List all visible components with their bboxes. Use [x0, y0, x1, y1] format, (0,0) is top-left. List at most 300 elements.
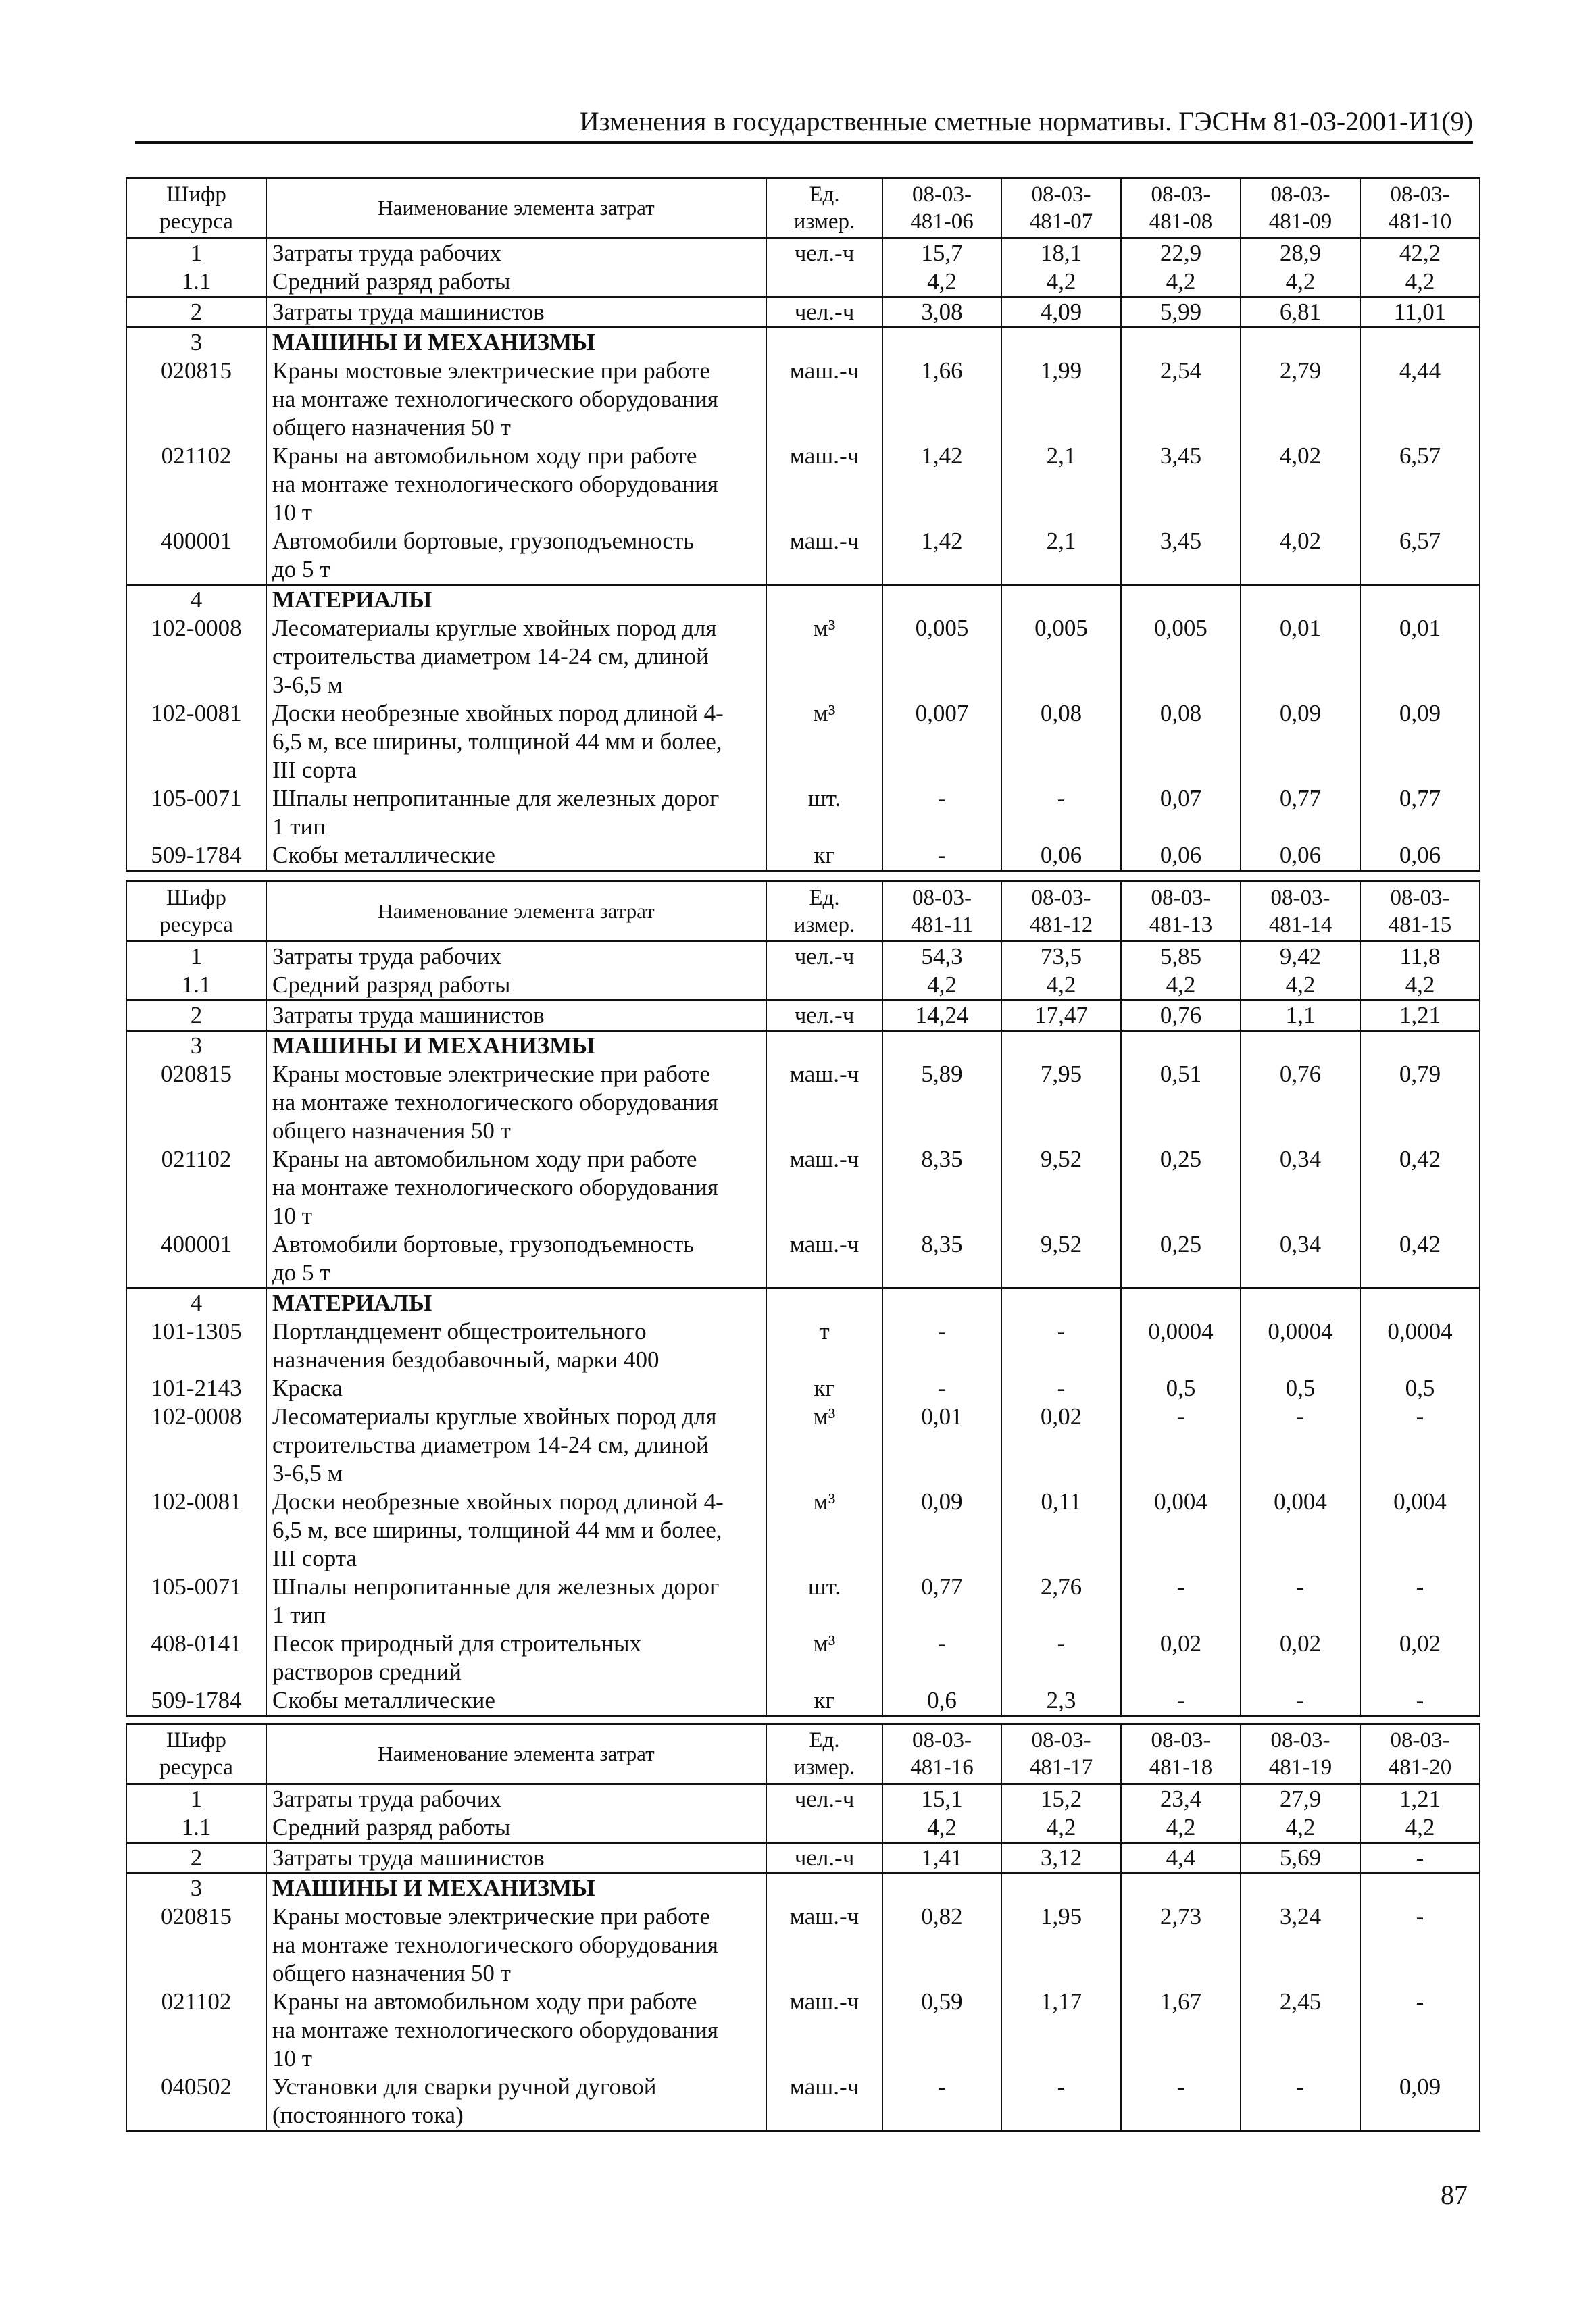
- header-norm-code-line: 08-03-: [1390, 182, 1450, 207]
- norm-value-cell: -: [1001, 2073, 1121, 2131]
- norm-value-cell: 0,02: [1241, 1630, 1360, 1686]
- norm-value-cell: -: [1241, 1686, 1360, 1716]
- table-row: [126, 442, 1480, 527]
- norm-value-cell: 0,25: [1121, 1145, 1241, 1230]
- resource-code-cell: [126, 942, 266, 972]
- resource-code-cell-line: 021102: [161, 1146, 232, 1172]
- cost-element-name-cell-line: Краны мостовые электрические при работе: [272, 1061, 710, 1087]
- cost-element-name-cell: [266, 841, 766, 871]
- unit-cell: м³: [766, 1630, 882, 1686]
- norm-value-cell: -: [882, 1317, 1001, 1374]
- cost-element-name-cell: [266, 942, 766, 972]
- header-norm-code-line: 08-03-: [1151, 1728, 1211, 1753]
- norm-value-cell: 0,06: [1001, 841, 1121, 871]
- norm-value-cell: -: [1360, 1686, 1480, 1716]
- header-norm-code: [882, 882, 1001, 942]
- unit-cell: маш.-ч: [766, 1060, 882, 1145]
- norm-value-cell: -: [1001, 1317, 1121, 1374]
- cost-element-name-cell: [266, 1288, 766, 1318]
- unit-cell: чел.-ч: [766, 1843, 882, 1873]
- cost-element-name-cell: [266, 328, 766, 357]
- cost-element-name-cell-line: Затраты труда машинистов: [272, 1002, 545, 1028]
- norm-value-cell: 4,2: [1121, 268, 1241, 297]
- resource-code-cell: [126, 1988, 266, 2073]
- resource-code-cell-line: 3: [190, 1875, 203, 1901]
- norm-value-cell: [1121, 1873, 1241, 1903]
- header-norm-code-line: 481-20: [1388, 1755, 1452, 1780]
- header-norm-code-line: 481-13: [1149, 913, 1213, 937]
- resource-code-cell-line: 040502: [161, 2073, 232, 2100]
- norm-value-cell: 1,17: [1001, 1988, 1121, 2073]
- header-norm-code-line: 481-11: [910, 913, 974, 937]
- cost-element-name-cell-line: Краны на автомобильном ходу при работе: [272, 1988, 697, 2015]
- header-resource-code: [126, 1724, 266, 1784]
- header-norm-code-line: 481-19: [1268, 1755, 1332, 1780]
- norm-value-cell: [1001, 1288, 1121, 1318]
- header-norm-code-line: 08-03-: [1270, 182, 1330, 207]
- resource-code-cell: [126, 442, 266, 527]
- header-resource-code-line: Шифр: [166, 1728, 226, 1753]
- resource-code-cell: [126, 971, 266, 1001]
- norm-value-cell: 0,004: [1241, 1488, 1360, 1573]
- table-row: [126, 1060, 1480, 1145]
- cost-element-name-cell-line: Портландцемент общестроительного: [272, 1318, 647, 1344]
- unit-cell: м³: [766, 1488, 882, 1573]
- cost-element-name-cell-line: Краны на автомобильном ходу при работе: [272, 443, 697, 469]
- norm-value-cell: 54,3: [882, 942, 1001, 972]
- header-norm-code-line: 481-12: [1029, 913, 1093, 937]
- resource-code-cell: [126, 1374, 266, 1403]
- norm-value-cell: -: [1121, 1686, 1241, 1716]
- document-title: Изменения в государственные сметные нормативы. ГЭСНм 81-03-2001-И1(9): [579, 106, 1473, 136]
- norm-value-cell: -: [1360, 1573, 1480, 1630]
- norm-value-cell: [1121, 328, 1241, 357]
- cost-element-name-cell: [266, 297, 766, 328]
- cost-element-name-cell-line: 3-6,5 м: [272, 1460, 343, 1486]
- header-unit-line: Ед.: [809, 886, 840, 910]
- norm-value-cell: 3,45: [1121, 442, 1241, 527]
- norm-value-cell: [1001, 1031, 1121, 1061]
- page-number: 87: [1441, 2180, 1468, 2210]
- cost-element-name-cell-line: Песок природный для строительных: [272, 1630, 642, 1657]
- norm-value-cell: [1360, 1288, 1480, 1318]
- cost-element-name-cell: [266, 2073, 766, 2131]
- cost-element-name-cell-line: 6,5 м, все ширины, толщиной 44 мм и более,: [272, 728, 722, 755]
- header-norm-code: [1121, 1724, 1241, 1784]
- norm-value-cell: 0,76: [1121, 1001, 1241, 1031]
- cost-element-name-cell-line: Шпалы непропитанные для железных дорог: [272, 1574, 720, 1600]
- unit-cell: [766, 328, 882, 357]
- norm-value-cell: -: [1241, 1573, 1360, 1630]
- header-unit: [766, 178, 882, 238]
- norm-value-cell: -: [882, 2073, 1001, 2131]
- norm-value-cell: 0,34: [1241, 1145, 1360, 1230]
- resource-code-cell: [126, 328, 266, 357]
- resource-code-cell: [126, 1060, 266, 1145]
- header-norm-code: [1241, 178, 1360, 238]
- norm-value-cell: 6,81: [1241, 297, 1360, 328]
- unit-cell: [766, 585, 882, 615]
- cost-element-name-cell-line: Автомобили бортовые, грузоподъемность: [272, 1231, 695, 1257]
- norm-value-cell: 8,35: [882, 1230, 1001, 1288]
- header-norm-code-line: 481-14: [1268, 913, 1332, 937]
- norm-value-cell: 0,25: [1121, 1230, 1241, 1288]
- cost-element-name-cell: [266, 1784, 766, 1814]
- norm-value-cell: [882, 1873, 1001, 1903]
- resource-code-cell-line: 101-2143: [151, 1375, 242, 1401]
- norm-value-cell: 0,07: [1121, 784, 1241, 841]
- resource-code-cell-line: 400001: [161, 528, 232, 554]
- norm-value-cell: 4,02: [1241, 442, 1360, 527]
- norm-value-cell: [1001, 328, 1121, 357]
- norm-value-cell: 0,01: [1360, 614, 1480, 699]
- norm-value-cell: 27,9: [1241, 1784, 1360, 1814]
- cost-element-name-cell-line: 3-6,5 м: [272, 672, 343, 698]
- resource-code-cell: [126, 614, 266, 699]
- unit-cell: маш.-ч: [766, 1145, 882, 1230]
- norm-value-cell: [882, 585, 1001, 615]
- cost-element-name-cell-line: Затраты труда рабочих: [272, 240, 501, 266]
- cost-element-name-cell-line: общего назначения 50 т: [272, 1960, 511, 1986]
- norm-value-cell: 42,2: [1360, 238, 1480, 268]
- table-row: [126, 1686, 1480, 1716]
- norm-value-cell: -: [882, 1374, 1001, 1403]
- norm-value-cell: 73,5: [1001, 942, 1121, 972]
- unit-cell: маш.-ч: [766, 357, 882, 442]
- table-row: [126, 1374, 1480, 1403]
- cost-element-name-cell: [266, 1060, 766, 1145]
- unit-cell: маш.-ч: [766, 442, 882, 527]
- header-norm-code-line: 08-03-: [1390, 1728, 1450, 1753]
- unit-cell: маш.-ч: [766, 527, 882, 585]
- unit-cell: [766, 1813, 882, 1843]
- resource-code-cell-line: 4: [190, 586, 203, 613]
- norm-value-cell: [1121, 1288, 1241, 1318]
- norm-value-cell: 0,01: [1241, 614, 1360, 699]
- norm-value-cell: 4,2: [1241, 971, 1360, 1001]
- cost-norm-table: [126, 177, 1480, 872]
- unit-cell: [766, 1873, 882, 1903]
- cost-element-name-cell: [266, 1686, 766, 1716]
- header-resource-code: [126, 882, 266, 942]
- norm-value-cell: 0,77: [882, 1573, 1001, 1630]
- header-resource-code-line: Шифр: [166, 886, 226, 910]
- norm-value-cell: 0,6: [882, 1686, 1001, 1716]
- norm-value-cell: -: [882, 841, 1001, 871]
- cost-element-name-cell: [266, 1230, 766, 1288]
- norm-value-cell: 0,79: [1360, 1060, 1480, 1145]
- cost-element-name-cell: [266, 1403, 766, 1488]
- norm-value-cell: [882, 1288, 1001, 1318]
- cost-element-name-cell-line: Средний разряд работы: [272, 1814, 511, 1840]
- resource-code-cell: [126, 1317, 266, 1374]
- header-norm-code-line: 08-03-: [912, 886, 972, 910]
- resource-code-cell-line: 1.1: [181, 972, 211, 998]
- cost-element-name-cell-line: Скобы металлические: [272, 842, 495, 868]
- resource-code-cell: [126, 1288, 266, 1318]
- cost-element-name-cell-line: до 5 т: [272, 556, 330, 582]
- resource-code-cell: [126, 527, 266, 585]
- cost-element-name-cell-line: на монтаже технологического оборудования: [272, 1932, 718, 1958]
- resource-code-cell-line: 102-0081: [151, 1488, 242, 1515]
- norm-value-cell: 15,2: [1001, 1784, 1121, 1814]
- resource-code-cell-line: 1: [190, 943, 203, 970]
- cost-element-name-cell-line: 6,5 м, все ширины, толщиной 44 мм и более,: [272, 1517, 722, 1543]
- resource-code-cell: [126, 1403, 266, 1488]
- unit-cell: чел.-ч: [766, 942, 882, 972]
- norm-value-cell: -: [1001, 784, 1121, 841]
- cost-element-name-cell-line: Затраты труда машинистов: [272, 299, 545, 325]
- unit-cell: кг: [766, 1374, 882, 1403]
- header-norm-code: [1121, 882, 1241, 942]
- norm-value-cell: 0,005: [882, 614, 1001, 699]
- norm-value-cell: 4,02: [1241, 527, 1360, 585]
- resource-code-cell: [126, 841, 266, 871]
- norm-value-cell: 7,95: [1001, 1060, 1121, 1145]
- table-row: [126, 1031, 1480, 1061]
- norm-value-cell: 4,2: [1001, 268, 1121, 297]
- resource-code-cell-line: 509-1784: [151, 842, 242, 868]
- cost-element-name-cell-line: общего назначения 50 т: [272, 414, 511, 441]
- cost-element-name-cell-line: назначения бездобавочный, марки 400: [272, 1347, 659, 1373]
- norm-value-cell: 0,0004: [1241, 1317, 1360, 1374]
- norm-value-cell: 18,1: [1001, 238, 1121, 268]
- table-row: [126, 1813, 1480, 1843]
- header-unit-line: Ед.: [809, 1728, 840, 1753]
- norm-value-cell: 15,1: [882, 1784, 1001, 1814]
- resource-code-cell-line: 3: [190, 1032, 203, 1059]
- norm-value-cell: 8,35: [882, 1145, 1001, 1230]
- cost-element-name-cell-line: III сорта: [272, 757, 357, 783]
- header-norm-code: [1001, 1724, 1121, 1784]
- resource-code-cell-line: 1.1: [181, 268, 211, 295]
- resource-code-cell-line: 105-0071: [151, 785, 242, 811]
- header-norm-code-line: 481-10: [1388, 209, 1452, 234]
- resource-code-cell: [126, 1573, 266, 1630]
- header-norm-code-line: 08-03-: [1270, 1728, 1330, 1753]
- norm-value-cell: 2,3: [1001, 1686, 1121, 1716]
- header-norm-code: [1241, 1724, 1360, 1784]
- unit-cell: [766, 1031, 882, 1061]
- table-row: [126, 1630, 1480, 1686]
- norm-value-cell: -: [1121, 1573, 1241, 1630]
- norm-value-cell: 5,69: [1241, 1843, 1360, 1873]
- unit-cell: шт.: [766, 784, 882, 841]
- cost-element-name-cell-line: Средний разряд работы: [272, 972, 511, 998]
- cost-element-name-cell-line: Краска: [272, 1375, 343, 1401]
- norm-value-cell: 2,76: [1001, 1573, 1121, 1630]
- resource-code-cell-line: 020815: [161, 1061, 232, 1087]
- cost-element-name-cell-line: Краны на автомобильном ходу при работе: [272, 1146, 697, 1172]
- unit-cell: маш.-ч: [766, 2073, 882, 2131]
- header-norm-code: [1001, 178, 1121, 238]
- header-norm-code-line: 08-03-: [912, 182, 972, 207]
- norm-value-cell: 2,45: [1241, 1988, 1360, 2073]
- norm-value-cell: 2,1: [1001, 527, 1121, 585]
- resource-code-cell: [126, 1230, 266, 1288]
- resource-code-cell-line: 021102: [161, 1988, 232, 2015]
- cost-element-name-cell-line: МАШИНЫ И МЕХАНИЗМЫ: [272, 1032, 595, 1059]
- table-row: [126, 1403, 1480, 1488]
- norm-value-cell: 22,9: [1121, 238, 1241, 268]
- header-norm-code-line: 481-09: [1268, 209, 1332, 234]
- cost-element-name-cell-line: строительства диаметром 14-24 см, длиной: [272, 643, 709, 670]
- norm-value-cell: 0,42: [1360, 1230, 1480, 1288]
- header-unit: [766, 1724, 882, 1784]
- header-norm-code: [882, 1724, 1001, 1784]
- norm-value-cell: 1,42: [882, 442, 1001, 527]
- cost-element-name-cell-line: 10 т: [272, 499, 313, 526]
- norm-value-cell: 4,2: [882, 268, 1001, 297]
- norm-value-cell: 0,0004: [1360, 1317, 1480, 1374]
- header-cost-element-name: Наименование элемента затрат: [266, 1724, 766, 1784]
- norm-value-cell: 0,005: [1121, 614, 1241, 699]
- table-row: [126, 1573, 1480, 1630]
- header-norm-code-line: 08-03-: [912, 1728, 972, 1753]
- norm-value-cell: 11,8: [1360, 942, 1480, 972]
- norm-value-cell: 4,4: [1121, 1843, 1241, 1873]
- resource-code-cell: [126, 268, 266, 297]
- header-unit-line: измер.: [793, 913, 855, 937]
- header-resource-code-line: Шифр: [166, 182, 226, 207]
- table-row: [126, 1784, 1480, 1814]
- header-norm-code-line: 08-03-: [1151, 886, 1211, 910]
- norm-value-cell: 0,02: [1001, 1403, 1121, 1488]
- unit-cell: маш.-ч: [766, 1903, 882, 1988]
- header-norm-code-line: 08-03-: [1390, 886, 1450, 910]
- resource-code-cell: [126, 1001, 266, 1031]
- cost-element-name-cell-line: 1 тип: [272, 1602, 326, 1628]
- header-unit-line: измер.: [793, 209, 855, 234]
- norm-value-cell: 0,09: [1360, 699, 1480, 784]
- norm-value-cell: 4,2: [1121, 1813, 1241, 1843]
- table-header-row: [126, 1724, 1480, 1784]
- resource-code-cell: [126, 585, 266, 615]
- header-norm-code-line: 08-03-: [1270, 886, 1330, 910]
- unit-cell: м³: [766, 699, 882, 784]
- resource-code-cell-line: 509-1784: [151, 1687, 242, 1713]
- norm-value-cell: -: [1241, 1403, 1360, 1488]
- cost-element-name-cell-line: Скобы металлические: [272, 1687, 495, 1713]
- norm-value-cell: 0,06: [1360, 841, 1480, 871]
- cost-element-name-cell: [266, 1488, 766, 1573]
- norm-value-cell: 0,77: [1360, 784, 1480, 841]
- resource-code-cell-line: 105-0071: [151, 1574, 242, 1600]
- norm-value-cell: 5,99: [1121, 297, 1241, 328]
- table-row: [126, 585, 1480, 615]
- header-norm-code-line: 481-18: [1149, 1755, 1213, 1780]
- header-resource-code: [126, 178, 266, 238]
- header-norm-code: [882, 178, 1001, 238]
- norm-value-cell: [1121, 1031, 1241, 1061]
- norm-value-cell: 2,79: [1241, 357, 1360, 442]
- norm-value-cell: 3,24: [1241, 1903, 1360, 1988]
- norm-value-cell: 0,82: [882, 1903, 1001, 1988]
- norm-value-cell: -: [882, 784, 1001, 841]
- norm-value-cell: 4,09: [1001, 297, 1121, 328]
- table-row: [126, 357, 1480, 442]
- resource-code-cell: [126, 1630, 266, 1686]
- norm-value-cell: 4,44: [1360, 357, 1480, 442]
- resource-code-cell-line: 020815: [161, 357, 232, 384]
- table-row: [126, 942, 1480, 972]
- unit-cell: [766, 1288, 882, 1318]
- cost-element-name-cell: [266, 1001, 766, 1031]
- cost-element-name-cell-line: Затраты труда рабочих: [272, 1786, 501, 1812]
- resource-code-cell: [126, 238, 266, 268]
- table-row: [126, 1145, 1480, 1230]
- cost-element-name-cell: [266, 614, 766, 699]
- header-norm-code-line: 481-07: [1029, 209, 1093, 234]
- header-norm-code: [1360, 1724, 1480, 1784]
- cost-element-name-cell-line: МАШИНЫ И МЕХАНИЗМЫ: [272, 1875, 595, 1901]
- header-resource-code-line: ресурса: [159, 913, 233, 937]
- header-norm-code-line: 481-08: [1149, 209, 1213, 234]
- norm-value-cell: 0,09: [1360, 2073, 1480, 2131]
- resource-code-cell-line: 4: [190, 1290, 203, 1316]
- unit-cell: чел.-ч: [766, 1001, 882, 1031]
- norm-value-cell: 1,21: [1360, 1784, 1480, 1814]
- norm-value-cell: 0,01: [882, 1403, 1001, 1488]
- cost-element-name-cell-line: Лесоматериалы круглые хвойных пород для: [272, 1403, 717, 1430]
- header-cost-element-name: Наименование элемента затрат: [266, 178, 766, 238]
- table-row: [126, 1001, 1480, 1031]
- cost-element-name-cell-line: на монтаже технологического оборудования: [272, 1174, 718, 1201]
- resource-code-cell-line: 3: [190, 329, 203, 355]
- norm-value-cell: [1241, 1288, 1360, 1318]
- header-norm-code-line: 08-03-: [1031, 1728, 1091, 1753]
- cost-element-name-cell: [266, 268, 766, 297]
- norm-value-cell: -: [1360, 1403, 1480, 1488]
- norm-value-cell: 4,2: [1241, 268, 1360, 297]
- norm-value-cell: 9,42: [1241, 942, 1360, 972]
- cost-element-name-cell: [266, 357, 766, 442]
- resource-code-cell: [126, 2073, 266, 2131]
- unit-cell: м³: [766, 1403, 882, 1488]
- norm-table-2: [126, 880, 1479, 1717]
- resource-code-cell: [126, 1488, 266, 1573]
- header-resource-code-line: ресурса: [159, 1755, 233, 1780]
- cost-element-name-cell: [266, 1873, 766, 1903]
- norm-value-cell: [1360, 328, 1480, 357]
- cost-element-name-cell-line: Автомобили бортовые, грузоподъемность: [272, 528, 695, 554]
- norm-value-cell: 0,06: [1121, 841, 1241, 871]
- norm-value-cell: 5,89: [882, 1060, 1001, 1145]
- norm-value-cell: 23,4: [1121, 1784, 1241, 1814]
- norm-value-cell: 0,09: [1241, 699, 1360, 784]
- cost-element-name-cell-line: Средний разряд работы: [272, 268, 511, 295]
- header-norm-code-line: 481-06: [910, 209, 974, 234]
- norm-value-cell: 4,2: [1241, 1813, 1360, 1843]
- norm-value-cell: [1241, 1031, 1360, 1061]
- norm-value-cell: 28,9: [1241, 238, 1360, 268]
- cost-element-name-cell: [266, 238, 766, 268]
- table-row: [126, 1488, 1480, 1573]
- cost-element-name-cell-line: III сорта: [272, 1545, 357, 1571]
- resource-code-cell: [126, 1686, 266, 1716]
- resource-code-cell-line: 102-0081: [151, 700, 242, 726]
- cost-element-name-cell: [266, 1630, 766, 1686]
- table-row: [126, 1288, 1480, 1318]
- norm-value-cell: 9,52: [1001, 1230, 1121, 1288]
- table-row: [126, 268, 1480, 297]
- cost-element-name-cell-line: до 5 т: [272, 1259, 330, 1286]
- cost-element-name-cell: [266, 971, 766, 1001]
- norm-value-cell: [882, 1031, 1001, 1061]
- header-norm-code: [1001, 882, 1121, 942]
- header-norm-code: [1360, 178, 1480, 238]
- header-unit: [766, 882, 882, 942]
